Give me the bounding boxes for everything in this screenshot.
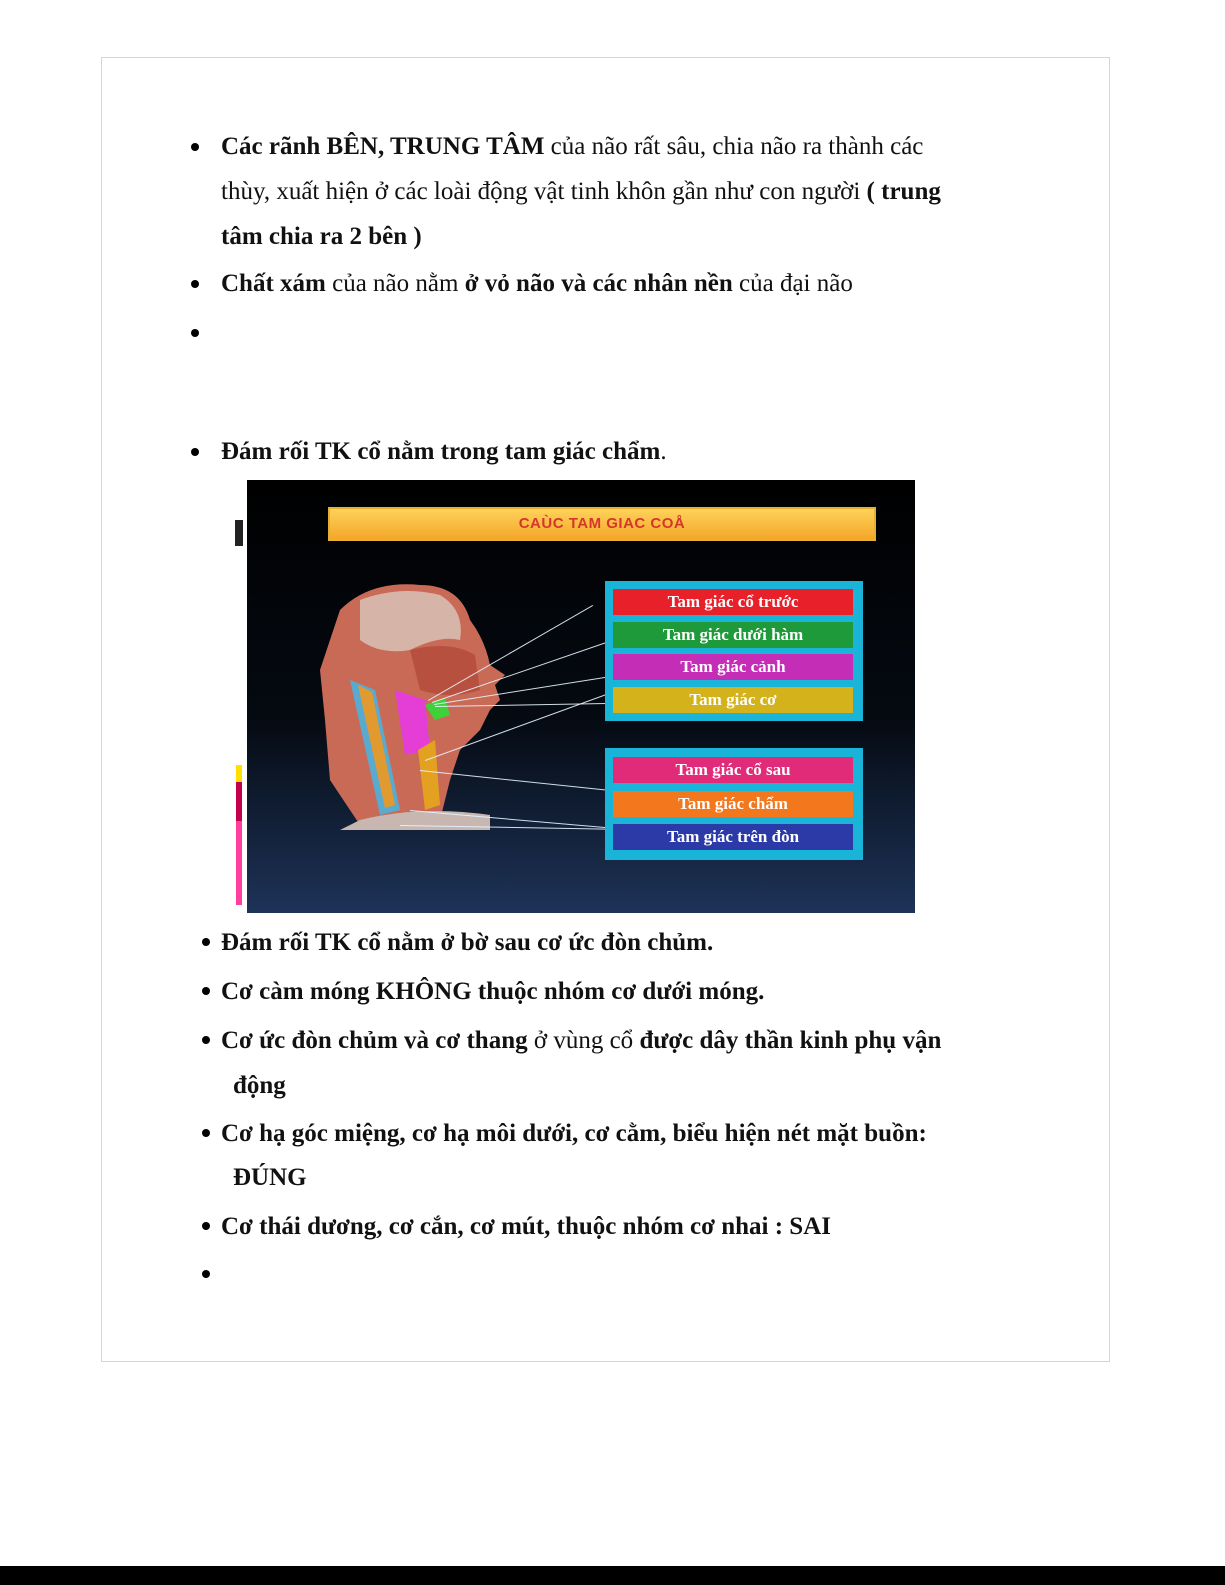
bold-text: động — [233, 1072, 286, 1099]
text: ở vùng cổ — [527, 1027, 640, 1054]
bullet-dot — [191, 448, 199, 456]
label-tam-giac-canh: Tam giác cảnh — [613, 654, 853, 680]
bold-text: Đám rối TK cổ nằm ở bờ sau cơ ức đòn chủm. — [221, 929, 714, 956]
bullet-rãnh-não — [221, 124, 923, 169]
bullet-dot-empty — [191, 329, 199, 337]
posterior-triangles-panel — [605, 748, 863, 860]
label-tam-giac-co-sau: Tam giác cổ sau — [613, 757, 853, 783]
label-tam-giac-cham: Tam giác chẩm — [613, 791, 853, 817]
bold-text: Cơ hạ góc miệng, cơ hạ môi dưới, cơ cằm, biểu hiện nét mặt buồn: — [221, 1120, 927, 1147]
bullet-dot — [202, 1222, 210, 1230]
bullet-chất-xám — [221, 261, 853, 306]
text: của não nằm — [325, 270, 465, 297]
label-tam-giac-co: Tam giác cơ — [613, 687, 853, 713]
bullet-dot — [191, 143, 199, 151]
bullet-rãnh-não-line2 — [221, 169, 941, 214]
bullet-dot-empty — [202, 1270, 210, 1278]
bullet-dot — [191, 280, 199, 288]
bold-text: Cơ càm móng KHÔNG thuộc nhóm cơ dưới móng. — [221, 978, 765, 1005]
bottom-edge-bar — [0, 1566, 1225, 1585]
bullet-rãnh-não-line3 — [221, 214, 422, 259]
figure-title: CAÙC TAM GIAC COÅ — [328, 507, 876, 541]
bold-text: ( trung — [866, 178, 941, 205]
label-tam-giac-duoi-ham: Tam giác dưới hàm — [613, 622, 853, 648]
bullet-dot — [202, 1129, 210, 1137]
text: của não rất sâu, chia não ra thành các — [544, 133, 924, 160]
text: . — [660, 438, 667, 465]
bullet-ức-đòn-chủm — [221, 1018, 941, 1063]
bold-text: tâm chia ra 2 bên ) — [221, 223, 422, 250]
label-tam-giac-co-truoc: Tam giác cổ trước — [613, 589, 853, 615]
bullet-nét-mặt-buồn — [221, 1111, 927, 1156]
anterior-triangles-panel — [605, 581, 863, 721]
bullet-bờ-sau — [221, 920, 713, 965]
bullet-dot — [202, 1036, 210, 1044]
text: của đại não — [732, 270, 853, 297]
bullet-đám-rối-chẩm — [221, 429, 667, 474]
bold-text: được dây thần kinh phụ vận — [639, 1027, 942, 1054]
bold-text: ĐÚNG — [233, 1164, 307, 1191]
label-tam-giac-tren-don: Tam giác trên đòn — [613, 824, 853, 850]
neck-triangles-figure — [220, 480, 915, 913]
bold-text: Chất xám — [221, 270, 326, 297]
bold-text: ở vỏ não và các nhân nền — [464, 270, 733, 297]
bold-text: Các rãnh BÊN, TRUNG TÂM — [221, 133, 545, 160]
bullet-cơ-nhai — [221, 1204, 831, 1249]
figure-mark — [235, 520, 243, 546]
figure-color-strip — [236, 765, 242, 905]
bold-text: Cơ thái dương, cơ cắn, cơ mút, thuộc nhóm cơ nhai : SAI — [221, 1213, 831, 1240]
bullet-ức-đòn-chủm-line2 — [233, 1063, 286, 1108]
bullet-dot — [202, 938, 210, 946]
bold-text: Đám rối TK cổ nằm trong tam giác chẩm — [221, 438, 661, 465]
text: thùy, xuất hiện ở các loài động vật tinh khôn gần như con người — [221, 178, 867, 205]
bullet-nét-mặt-buồn-line2 — [233, 1155, 307, 1200]
bold-text: Cơ ức đòn chủm và cơ thang — [221, 1027, 528, 1054]
bullet-dot — [202, 987, 210, 995]
bullet-cơ-càm-móng — [221, 969, 764, 1014]
